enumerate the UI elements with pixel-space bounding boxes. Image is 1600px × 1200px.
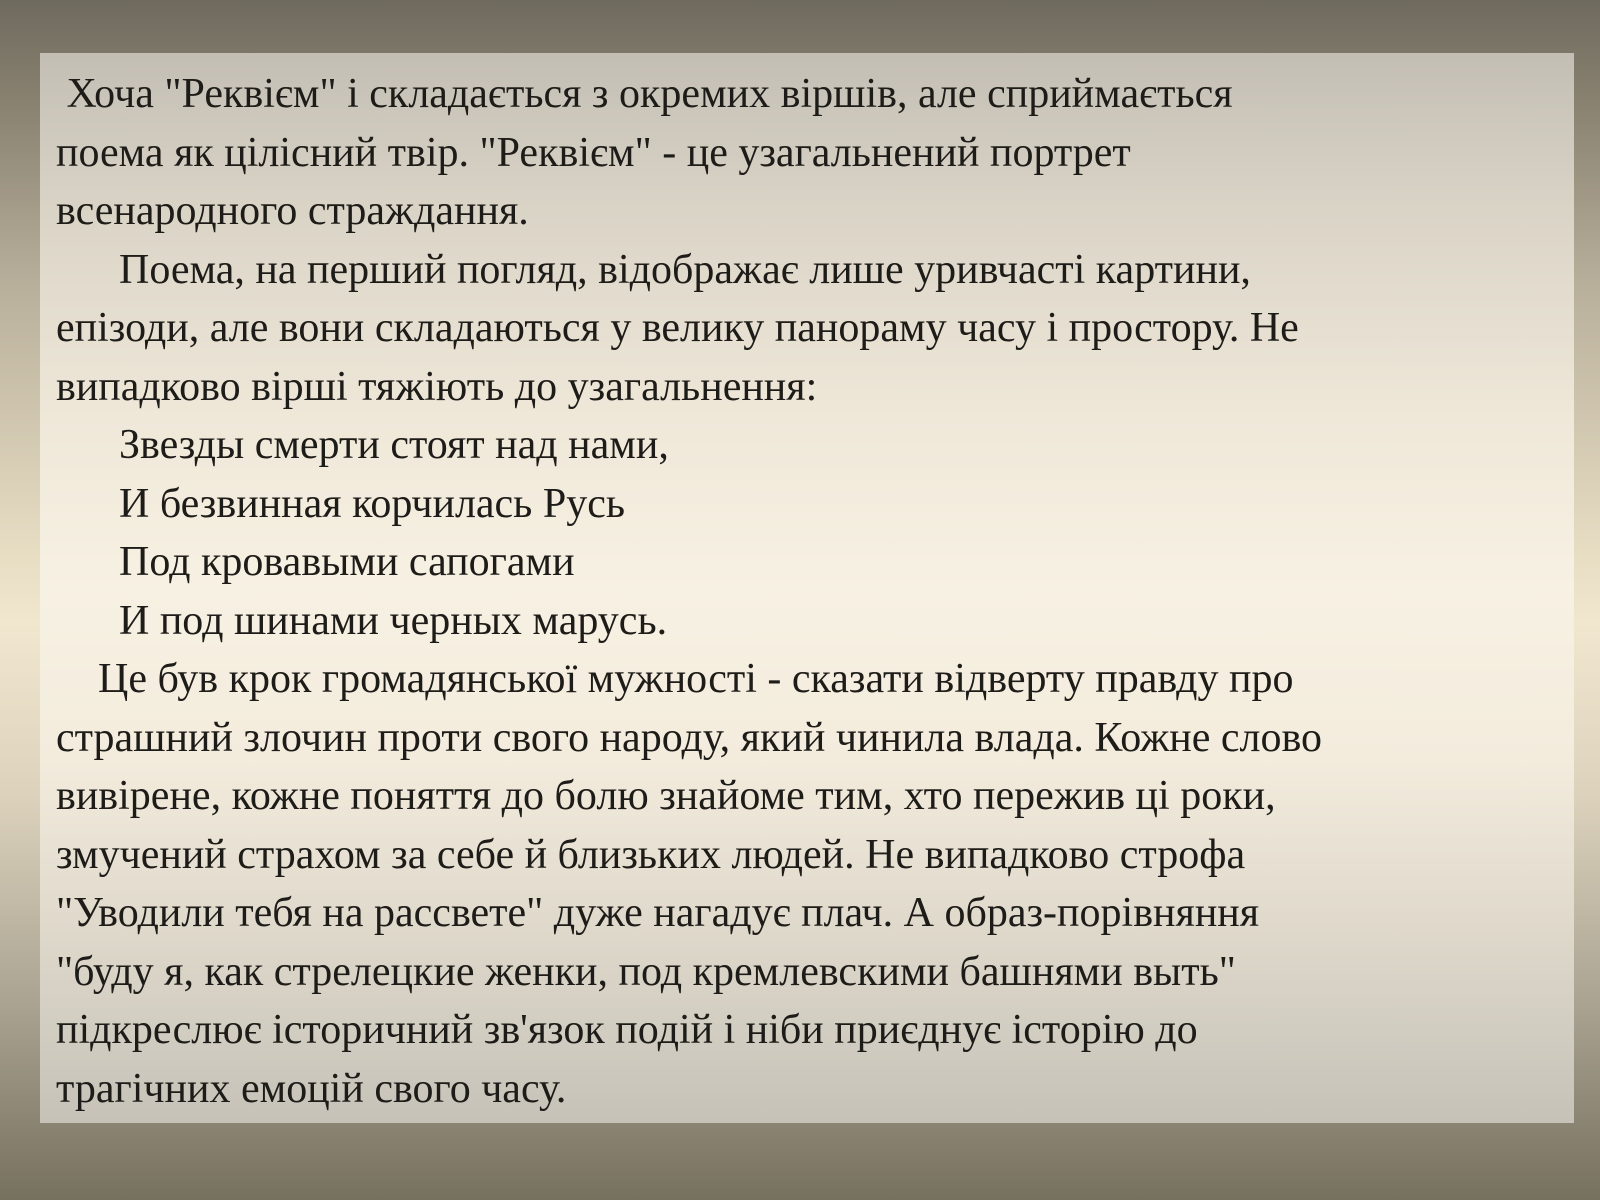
text-line: випадково вірші тяжіють до узагальнення: <box>56 363 818 410</box>
poem-line: И под шинами черных марусь. <box>56 597 668 644</box>
poem-line: И безвинная корчилась Русь <box>56 480 625 527</box>
text-line: всенародного страждання. <box>56 188 529 234</box>
poem-line: Звезды смерти стоят над нами, <box>56 422 669 468</box>
text-line: страшний злочин проти свого народу, який чинила влада. Кожне слово <box>56 714 1323 761</box>
text-line: вивірене, кожне поняття до болю знайоме тим, хто пережив ці роки, <box>56 773 1276 819</box>
text-line: Це був крок громадянської мужності - сказати відверту правду про <box>56 656 1294 702</box>
text-line: епізоди, але вони складаються у велику панораму часу і простору. Не <box>56 305 1299 351</box>
text-line: Хоча "Реквієм" і складається з окремих віршів, але сприймається <box>56 71 1233 117</box>
text-line: підкреслює історичний зв'язок подій і ніби приєднує історію до <box>56 1007 1198 1053</box>
text-line: поема як цілісний твір. "Реквієм" - це узагальнений портрет <box>56 129 1131 176</box>
text-line: трагічних емоцій свого часу. <box>56 1065 567 1112</box>
text-line: "буду я, как стрелецкие женки, под кремлевскими башнями выть" <box>56 948 1236 995</box>
poem-line: Под кровавыми сапогами <box>56 539 575 585</box>
text-panel <box>40 53 1574 1123</box>
text-line: змучений страхом за себе й близьких людей. Не випадково строфа <box>56 831 1246 878</box>
text-line: Поема, на перший погляд, відображає лише уривчасті картини, <box>56 246 1251 293</box>
text-line: "Уводили тебя на рассвете" дуже нагадує плач. А образ-порівняння <box>56 890 1260 936</box>
